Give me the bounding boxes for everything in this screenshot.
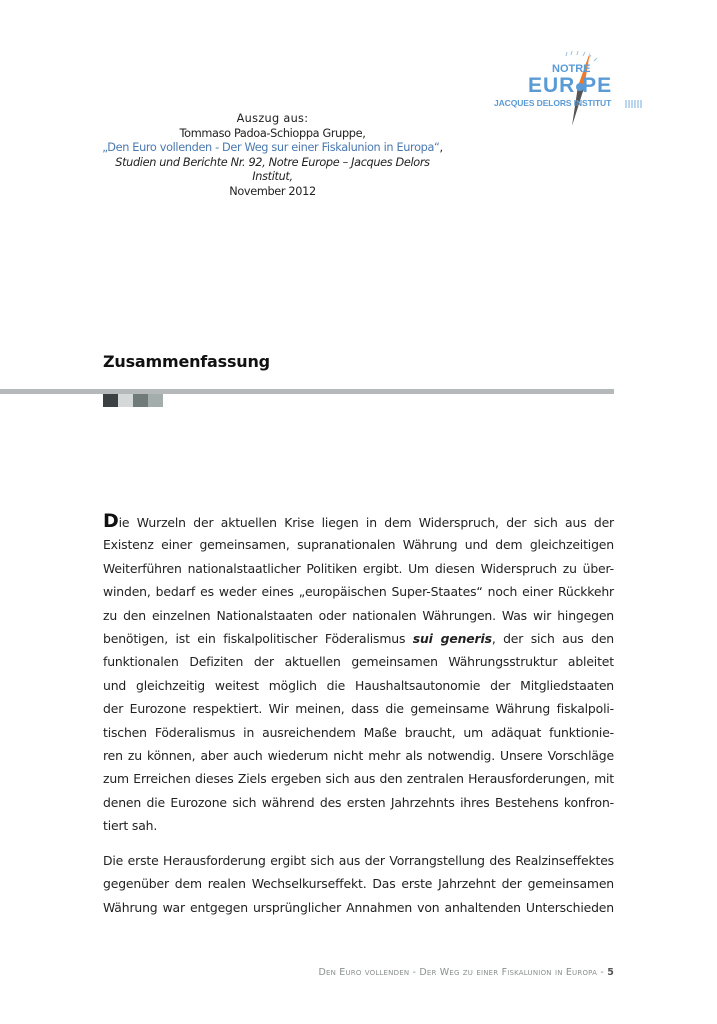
text-line: tischen Föderalismus in ausreichendem Maße braucht, um adäquat funktionie- [103,724,614,740]
citation-label: Auszug aus: [236,112,309,125]
citation-block [100,112,445,199]
logo-text-institut: JACQUES DELORS INSTITUT [494,98,612,108]
line-text: , der sich aus den [491,630,614,646]
section-heading: Zusammenfassung [103,352,270,371]
citation-series-text: Studien und Berichte Nr. 92, Notre Europe – Jacques Delors Institut, [115,155,430,183]
paragraph-1 [103,510,614,837]
decor-square [148,394,163,407]
decor-square [118,394,133,407]
text-line: tiert sah. [103,818,158,834]
decor-square [103,394,118,407]
text-line: Weiterführen nationalstaatlicher Politiken ergibt. Um diesen Widerspruch zu über- [103,560,614,576]
logo-text-notre: NOTRE [552,63,591,75]
text-line: zum Erreichen dieses Ziels ergeben sich aus den zentralen Herausforderungen, mit [103,771,614,787]
text-line [103,510,614,533]
logo-text-europe: EUR PE [528,74,613,97]
text-line: zu den einzelnen Nationalstaaten oder nationalen Währungen. Was wir hingegen [103,607,614,623]
citation-group: Tommaso Padoa-Schioppa Gruppe, [179,126,366,140]
text-line: funktionalen Defiziten der aktuellen gemeinsamen Währungsstruktur ableitet [103,654,614,670]
text-line: winden, bedarf es weder eines „europäischen Super-Staates“ noch einer Rückkehr [103,584,614,600]
text-line: Die erste Herausforderung ergibt sich aus der Vorrangstellung des Realzinseffektes [103,853,614,868]
page-footer [318,967,614,978]
heading-rule [0,389,614,394]
emphasis-sui-generis: sui generis [412,630,492,646]
text-line: und gleichzeitig weitest möglich die Haushaltsautonomie der Mitgliedstaaten [103,677,614,693]
text-line: Existenz einer gemeinsamen, supranationalen Währung und dem gleichzeitigen [103,537,614,553]
text-line: denen die Eurozone sich während des ersten Jahrzehnts ihres Bestehens konfron- [103,794,614,810]
decor-square [133,394,148,407]
citation-title-line [100,141,445,156]
paragraph-2 [103,849,614,919]
line-text: ie Wurzeln der aktuellen Krise liegen in dem Widerspruch, der sich aus der [118,515,614,530]
text-line: der Eurozone respektiert. Wir meinen, dass die gemeinsame Währung fiskalpoli- [103,701,614,717]
notre-europe-logo [494,50,644,120]
citation-series [100,156,445,185]
drop-cap: D [103,510,119,532]
citation-title-link[interactable]: „Den Euro vollenden - Der Weg sur einer Fiskalunion in Europa“ [102,141,440,154]
running-title: Den Euro vollenden - Der Weg zu einer Fiskalunion in Europa - [318,967,608,978]
text-line [103,627,614,650]
text-line: Währung war entgegen ursprünglicher Annahmen von anhaltenden Unterschieden [103,899,614,915]
line-text: benötigen, ist ein fiskalpolitischer Föderalismus [103,630,413,646]
citation-date: November 2012 [229,184,316,198]
page-number: 5 [607,967,614,978]
text-line: ren zu können, aber auch wiederum nicht mehr als notwendig. Unsere Vorschläge [103,747,614,763]
text-line: gegenüber dem realen Wechselkurseffekt. Das erste Jahrzehnt der gemeinsamen [103,876,614,892]
citation-title-suffix: , [439,141,443,154]
